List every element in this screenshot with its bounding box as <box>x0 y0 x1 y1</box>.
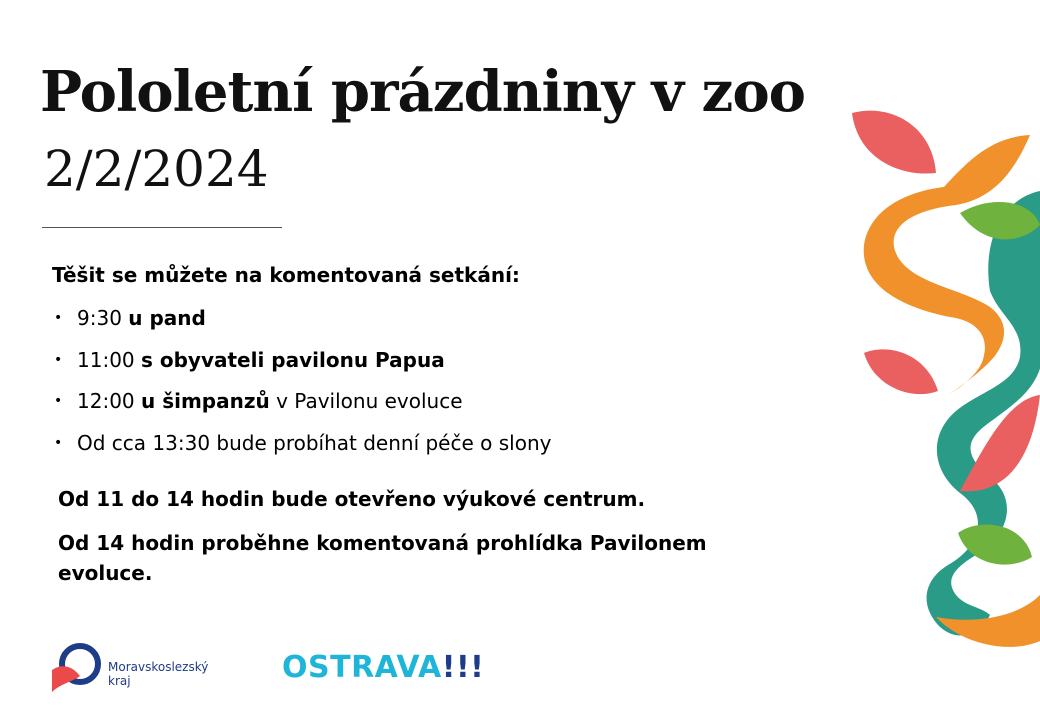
note-education-center: Od 11 do 14 hodin bude otevřeno výukové centrum. <box>58 487 646 511</box>
item-bold: u šimpanzů <box>141 389 270 413</box>
item-time: Od cca 13:30 bude probíhat denní péče o slony <box>77 430 552 455</box>
slide-title: Pololetní prázdniny v zoo <box>40 59 806 125</box>
decorative-leaf-pattern <box>840 95 1040 665</box>
note-guided-tour: Od 14 hodin proběhne komentovaná prohlídka Pavilonem evoluce. <box>58 531 707 585</box>
list-item <box>52 387 551 429</box>
item-time: 11:00 <box>77 347 135 372</box>
intro-text: Těšit se můžete na komentovaná setkání: <box>52 263 520 287</box>
city-name: OSTRAVA <box>282 650 442 685</box>
slide-date: 2/2/2024 <box>44 140 269 198</box>
list-item <box>52 346 551 388</box>
leaf-coral-top <box>852 111 936 174</box>
schedule-list <box>52 304 551 470</box>
region-name: Moravskoslezský kraj <box>108 660 209 688</box>
item-bold: s obyvateli pavilonu Papua <box>141 347 445 372</box>
item-time: 12:00 <box>77 389 135 413</box>
list-item <box>52 304 551 346</box>
item-bold: u pand <box>128 306 206 330</box>
title-divider <box>42 227 282 228</box>
item-time: 9:30 <box>77 306 122 330</box>
ostrava-logo <box>282 650 484 685</box>
leaf-coral-mid <box>864 349 938 394</box>
list-item <box>52 429 551 471</box>
city-suffix: !!! <box>441 650 485 685</box>
item-rest: v Pavilonu evoluce <box>276 389 463 413</box>
moravskoslezsky-logo <box>50 640 220 696</box>
region-emblem-icon <box>50 640 106 696</box>
